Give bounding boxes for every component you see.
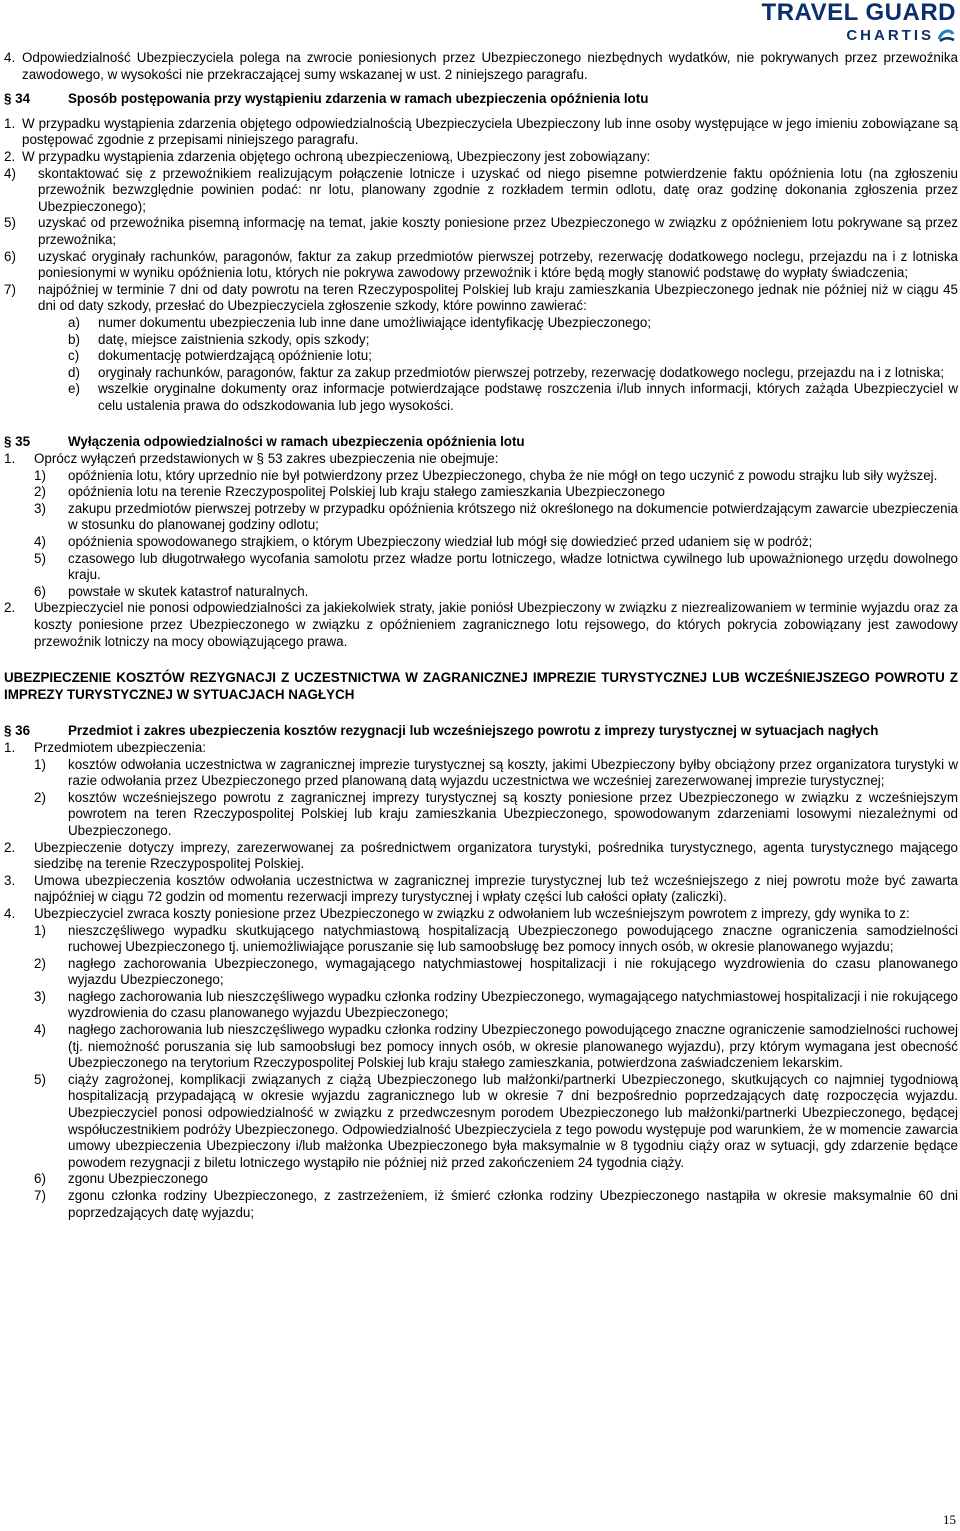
item-number: 7) xyxy=(4,281,16,297)
list-item xyxy=(34,923,958,956)
section-number: § 35 xyxy=(4,434,31,450)
list-item xyxy=(34,1171,958,1188)
list-item xyxy=(34,534,958,551)
list-item xyxy=(34,1188,958,1221)
paragraph-text: Ubezpieczyciel zwraca koszty poniesione przez Ubezpieczonego w związku z odwołaniem lub wcześniejszym powrotem z imprezy, gdy wynika to z: xyxy=(34,905,910,921)
item-text: kosztów odwołania uczestnictwa w zagranicznej imprezie turystycznej są koszty, jakimi Ubezpieczony byłby obciążony przez organizatora turystyki w razie odwołania przez Ubezpieczonego przed planowaną datą wyjazdu uczestnictwa we wcześniej zarezerwowanej imprezie turystycznej; xyxy=(68,756,958,789)
item-number: 1) xyxy=(34,922,46,938)
item-number: 7) xyxy=(34,1188,46,1203)
paragraph-number: 2. xyxy=(4,839,16,855)
sub-item-letter: a) xyxy=(68,314,80,330)
item-text: zgonu członka rodziny Ubezpieczonego, z zastrzeżeniem, iż śmierć członka rodziny Ubezpieczonego nastąpiła w okresie maksymalnie 60 dni poprzedzających datę wyjazdu; xyxy=(68,1188,958,1220)
item-number: 1) xyxy=(34,467,46,483)
sub-item xyxy=(68,348,958,365)
document-body xyxy=(4,50,958,1221)
item-text: powstałe w skutek katastrof naturalnych. xyxy=(68,583,309,599)
logo-brand: TRAVEL GUARD xyxy=(761,0,956,26)
s36-paragraph-4 xyxy=(4,906,958,923)
paragraph-text: Oprócz wyłączeń przedstawionych w § 53 zakres ubezpieczenia nie obejmuje: xyxy=(34,451,499,467)
section-title: Wyłączenia odpowiedzialności w ramach ubezpieczenia opóźnienia lotu xyxy=(68,434,525,450)
list-item xyxy=(34,1022,958,1072)
paragraph-number: 4. xyxy=(4,50,16,65)
paragraph-number: 2. xyxy=(4,148,16,164)
sub-item xyxy=(68,332,958,349)
item-number: 3) xyxy=(34,988,46,1004)
item-text: opóźnienia lotu, który uprzednio nie był potwierdzony przez Ubezpieczonego, chyba że nie mógł on tego uczynić z powodu strajku lub siły wyższej. xyxy=(68,467,938,483)
logo-sub-text: CHARTIS xyxy=(846,27,934,44)
item-number: 2) xyxy=(34,789,46,805)
logo-sub xyxy=(720,27,956,45)
item-number: 6) xyxy=(34,1171,46,1187)
paragraph-text: Odpowiedzialność Ubezpieczyciela polega na zwrocie poniesionych przez Ubezpieczonego niezbędnych wydatków, nie pokrywanych przez przewoźnika zawodowego, w wysokości nie przekraczającej sumy wskazanej w ust. 2 niniejszego paragrafu. xyxy=(22,50,958,82)
travel-guard-logo xyxy=(720,0,956,48)
paragraph-text: Ubezpieczenie dotyczy imprezy, zarezerwowanej za pośrednictwem organizatora turystyki, pośrednika turystycznego, agenta turystycznego mającego siedzibę na terenie Rzeczypospolitej Polskiej. xyxy=(34,839,958,872)
item-number: 3) xyxy=(34,500,46,516)
list-item xyxy=(4,282,958,315)
list-item xyxy=(34,790,958,840)
item-text: najpóźniej w terminie 7 dni od daty powrotu na teren Rzeczypospolitej Polskiej lub kraju zamieszkania Ubezpieczonego jednak nie później niż w ciągu 45 dni od daty szkody, przesłać do Ubezpieczyciela zgłoszenie szkody, które powinno zawierać: xyxy=(38,281,958,314)
s35-paragraph-1 xyxy=(4,451,958,468)
paragraph-number: 1. xyxy=(4,739,16,755)
item-text: ciąży zagrożonej, komplikacji związanych z ciążą Ubezpieczonego lub małżonki/partnerki Ubezpieczonego, skutkujących co najmniej tygodniową hospitalizacją przypadającą w okresie wyjazdu zagranicznego lub w okresie 7 dni bezpośrednio poprzedzających datę rozpoczęcia wyjazdu. Ubezpieczyciel ponosi odpowiedzialność w związku z przedwczesnym porodem Ubezpieczonego lub małżonki/partnerki Ubezpieczonego, będącej współuczestnikiem podróży Ubezpieczonego. Odpowiedzialność Ubezpieczyciela z tego powodu występuje pod warunkiem, że w momencie zawarcia umowy ubezpieczenia Ubezpieczony i/lub małżonka Ubezpieczonego była maksymalnie w 8 tygodniu ciąży oraz w sytuacji, gdy zdarzenie będące powodem rezygnacji z biletu lotniczego wystąpiło nie później niż przed zakończeniem 24 tygodnia ciąży. xyxy=(68,1071,958,1170)
list-item xyxy=(34,484,958,501)
section-number: § 36 xyxy=(4,723,31,739)
s35-paragraph-2 xyxy=(4,600,958,650)
s36-paragraph-2 xyxy=(4,840,958,873)
paragraph-number: 4. xyxy=(4,905,16,921)
item-text: nagłego zachorowania Ubezpieczonego, wymagającego natychmiastowej hospitalizacji i nie rokującego wyzdrowienia do czasu planowanego wyjazdu Ubezpieczonego; xyxy=(68,955,958,988)
paragraph-number: 2. xyxy=(4,600,16,616)
item-text: opóźnienia spowodowanego strajkiem, o którym Ubezpieczony wiedział lub mógł się dowiedzieć przed udaniem się w podróż; xyxy=(68,534,813,550)
sub-item-letter: d) xyxy=(68,364,80,380)
item-text: nagłego zachorowania lub nieszczęśliwego wypadku członka rodziny Ubezpieczonego powodującego znaczne ograniczenie samodzielności ruchowej (tj. niemożność poruszania się lub samoobsługi bez pomocy innych osób, w okresie planowanego wyjazdu), przy którym wymagana jest obecność Ubezpieczonego na terytorium Rzeczypospolitej Polskiej lub kraju stałego zamieszkania, potwierdzona zaświadczeniem lekarskim. xyxy=(68,1022,958,1071)
s36-paragraph-3 xyxy=(4,873,958,906)
sub-item-text: numer dokumentu ubezpieczenia lub inne dane umożliwiające identyfikację Ubezpieczonego; xyxy=(98,314,652,330)
paragraph-text: Ubezpieczyciel nie ponosi odpowiedzialności za jakiekolwiek straty, jakie poniósł Ubezpieczony w związku z niezrealizowaniem w terminie wyjazdu oraz za koszty poniesione przez Ubezpieczonego w związku z opóźnieniem zagranicznego lotu rejsowego, do których pokrycia zobowiązany jest zawodowy przewoźnik lotniczy na mocy obowiązującego prawa. xyxy=(34,600,958,649)
sub-item-text: dokumentację potwierdzającą opóźnienie lotu; xyxy=(98,348,372,364)
item-text: opóźnienia lotu na terenie Rzeczypospolitej Polskiej lub kraju stałego zamieszkania Ubezpieczonego xyxy=(68,484,665,500)
section-title: Przedmiot i zakres ubezpieczenia kosztów rezygnacji lub wcześniejszego powrotu z imprezy turystycznej w sytuacjach nagłych xyxy=(68,723,879,739)
list-item xyxy=(34,551,958,584)
sub-item-letter: b) xyxy=(68,331,80,347)
item-number: 5) xyxy=(34,550,46,566)
s34-paragraph-2 xyxy=(4,149,958,166)
list-item xyxy=(4,249,958,282)
s34-paragraph-1 xyxy=(4,116,958,149)
item-number: 5) xyxy=(34,1071,46,1087)
list-item xyxy=(34,1072,958,1172)
paragraph-number: 1. xyxy=(4,115,16,131)
item-number: 1) xyxy=(34,756,46,772)
sub-item xyxy=(68,365,958,382)
item-text: uzyskać oryginały rachunków, paragonów, faktur za zakup przedmiotów pierwszej potrzeby, rezerwację dodatkowego noclegu, przejazdu na i z lotniska poniesionymi w wyniku opóźnienia lotu, których nie pokrywa zawodowy przewoźnik i które będą mogły stanowić podstawę do wypłaty świadczenia; xyxy=(38,248,958,281)
paragraph-text: W przypadku wystąpienia zdarzenia objętego ochroną ubezpieczeniową, Ubezpieczony jest zobowiązany: xyxy=(22,148,651,164)
sub-item-text: wszelkie oryginalne dokumenty oraz informacje potwierdzające podstawę roszczenia i/lub innych informacji, których zażąda Ubezpieczyciel w celu ustalenia prawa do odszkodowania lub jego wysokości. xyxy=(98,381,958,413)
item-text: kosztów wcześniejszego powrotu z zagranicznej imprezy turystycznej są koszty poniesione przez Ubezpieczonego w związku z wcześniejszym powrotem na teren Rzeczypospolitej Polskiej lub kraju zamieszkania Ubezpieczonego, spowodowanym zdarzeniami losowymi niezależnymi od Ubezpieczonego. xyxy=(68,789,958,838)
sub-item-text: datę, miejsce zaistnienia szkody, opis szkody; xyxy=(98,331,370,347)
insurance-heading: UBEZPIECZENIE KOSZTÓW REZYGNACJI Z UCZESTNICTWA W ZAGRANICZNEJ IMPREZIE TURYSTYCZNEJ LUB WCZEŚNIEJSZEGO POWROTU Z IMPREZY TURYSTYCZNEJ W SYTUACJACH NAGŁYCH xyxy=(4,670,958,702)
list-item xyxy=(4,215,958,248)
paragraph-text: Umowa ubezpieczenia kosztów odwołania uczestnictwa w zagranicznej imprezie turystycznej lub też wcześniejszego z niej powrotu może być zawarta najpóźniej w ciągu 72 godzin od momentu rezerwacji imprezy turystycznej i wpłaty części lub całości opłaty (zaliczki). xyxy=(34,872,958,905)
sub-item-text: oryginały rachunków, paragonów, faktur za zakup przedmiotów pierwszej potrzeby, rezerwację dodatkowego noclegu, przejazdu na i z lotniska; xyxy=(98,364,945,380)
item-text: skontaktować się z przewoźnikiem realizującym połączenie lotnicze i uzyskać od niego pisemne potwierdzenie faktu opóźnienia lotu (na zgłoszeniu przewoźnik bezwzględnie powinien podać: nr lotu, planowany zgodnie z rozkładem termin odlotu, datę oraz godzinę dokonania zgłoszenia przez Ubezpieczonego); xyxy=(38,165,958,214)
item-number: 5) xyxy=(4,215,16,231)
item-text: zakupu przedmiotów pierwszej potrzeby w przypadku opóźnienia krótszego niż określonego na dokumencie potwierdzającym zawarcie ubezpieczenia w stosunku do planowanej godziny odlotu; xyxy=(68,500,958,533)
item-number: 6) xyxy=(4,248,16,264)
item-text: uzyskać od przewoźnika pisemną informację na temat, jakie koszty poniesione przez Ubezpieczonego w związku z opóźnieniem lotu pokrywane są przez przewoźnika; xyxy=(38,215,958,247)
sub-item xyxy=(68,315,958,332)
list-item xyxy=(34,468,958,485)
sub-item-letter: e) xyxy=(68,381,80,397)
list-item xyxy=(4,166,958,216)
item-number: 4) xyxy=(4,165,16,181)
list-item xyxy=(34,956,958,989)
list-item xyxy=(34,757,958,790)
paragraph-4 xyxy=(4,50,958,83)
sub-item xyxy=(68,381,958,414)
paragraph-text: Przedmiotem ubezpieczenia: xyxy=(34,739,206,755)
paragraph-text: W przypadku wystąpienia zdarzenia objętego odpowiedzialnością Ubezpieczyciela Ubezpieczony lub inne osoby występujące w jego imieniu zobowiązane są postępować zgodnie z przepisami niniejszego paragrafu. xyxy=(22,115,958,148)
s36-paragraph-1 xyxy=(4,740,958,757)
list-item xyxy=(34,989,958,1022)
chartis-swirl-icon xyxy=(936,27,956,43)
paragraph-number: 3. xyxy=(4,872,16,888)
section-title: Sposób postępowania przy wystąpieniu zdarzenia w ramach ubezpieczenia opóźnienia lotu xyxy=(68,91,649,107)
item-number: 6) xyxy=(34,583,46,599)
section-34-heading xyxy=(4,91,958,108)
section-35-heading xyxy=(4,434,958,451)
section-number: § 34 xyxy=(4,91,31,107)
item-number: 4) xyxy=(34,534,46,550)
page-number: 15 xyxy=(943,1512,956,1528)
item-number: 4) xyxy=(34,1022,46,1038)
sub-item-letter: c) xyxy=(68,348,80,364)
item-text: czasowego lub długotrwałego wycofania samolotu przez władze portu lotniczego, władze lotnictwa cywilnego lub upoważnionego urzędu dowolnego kraju. xyxy=(68,550,958,583)
item-text: nieszczęśliwego wypadku skutkującego natychmiastową hospitalizacją Ubezpieczonego powodującego znaczne ograniczenia samodzielności ruchowej Ubezpieczonego tj. uniemożliwiające poruszanie się lub samoobsługę bez pomocy innych osób, w okresie planowanego wyjazdu; xyxy=(68,922,958,955)
item-number: 2) xyxy=(34,955,46,971)
item-text: nagłego zachorowania lub nieszczęśliwego wypadku członka rodziny Ubezpieczonego, wymagającego natychmiastowej hospitalizacji i nie rokującego wyzdrowienia do czasu planowanego wyjazdu Ubezpieczonego; xyxy=(68,988,958,1021)
list-item xyxy=(34,584,958,601)
section-36-heading xyxy=(4,723,958,740)
list-item xyxy=(34,501,958,534)
item-text: zgonu Ubezpieczonego xyxy=(68,1171,208,1187)
paragraph-number: 1. xyxy=(4,451,16,467)
item-number: 2) xyxy=(34,484,46,500)
